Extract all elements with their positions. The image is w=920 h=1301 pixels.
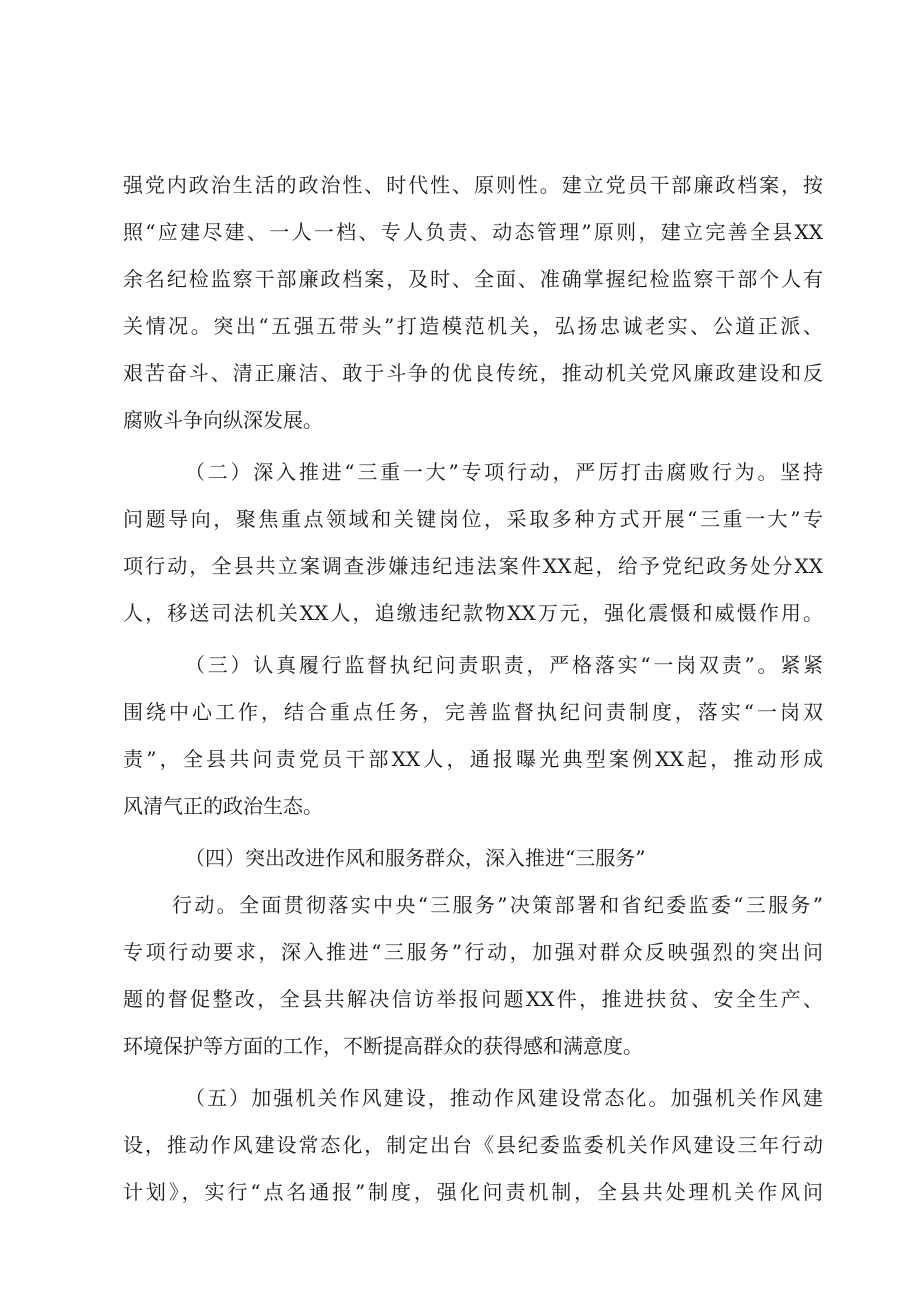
paragraph-3-heading-line: （三）认真履行监督执纪问责职责，严格落实“一岗双责”。紧紧 — [185, 653, 823, 677]
paragraph-3-line-3: 责”，全县共问责党员干部XX人，通报曝光典型案例XX起，推动形成 — [123, 747, 823, 771]
paragraph-1-line-2: 照“应建尽建、一人一档、专人负责、动态管理”原则，建立完善全县XX — [123, 220, 823, 244]
paragraph-4-line-2: 行动。全面贯彻落实中央“三服务”决策部署和省纪委监委“三服务” — [172, 893, 823, 917]
paragraph-1-line-6: 腐败斗争向纵深发展。 — [123, 408, 323, 432]
paragraph-1-line-1: 强党内政治生活的政治性、时代性、原则性。建立党员干部廉政档案，按 — [123, 173, 823, 197]
paragraph-4-line-3: 专项行动要求，深入推进“三服务”行动，加强对群众反映强烈的突出问 — [123, 940, 823, 964]
paragraph-4-heading-line: （四）突出改进作风和服务群众，深入推进“三服务” — [185, 846, 646, 870]
paragraph-1-line-4: 关情况。突出“五强五带头”打造模范机关，弘扬忠诚老实、公道正派、 — [123, 314, 823, 338]
paragraph-2-heading-line: （二）深入推进“三重一大”专项行动，严厉打击腐败行为。坚持 — [185, 460, 823, 484]
paragraph-1-line-3: 余名纪检监察干部廉政档案，及时、全面、准确掌握纪检监察干部个人有 — [123, 267, 823, 291]
paragraph-5-line-3: 计划》，实行“点名通报”制度，强化问责机制，全县共处理机关作风问 — [123, 1180, 823, 1204]
paragraph-3-line-4: 风清气正的政治生态。 — [123, 794, 323, 818]
paragraph-4-line-4: 题的督促整改，全县共解决信访举报问题XX件，推进扶贫、安全生产、 — [123, 987, 823, 1011]
paragraph-1-line-5: 艰苦奋斗、清正廉洁、敢于斗争的优良传统，推动机关党风廉政建设和反 — [123, 361, 823, 385]
paragraph-2-line-3: 项行动，全县共立案调查涉嫌违纪违法案件XX起，给予党纪政务处分XX — [123, 554, 823, 578]
paragraph-2-line-2: 问题导向，聚焦重点领域和关键岗位，采取多种方式开展“三重一大”专 — [123, 507, 823, 531]
paragraph-3-line-2: 围绕中心工作，结合重点任务，完善监督执纪问责制度，落实“一岗双 — [123, 700, 823, 724]
paragraph-5-heading-line: （五）加强机关作风建设，推动作风建设常态化。加强机关作风建 — [185, 1086, 823, 1110]
paragraph-2-line-4: 人，移送司法机关XX人，追缴违纪款物XX万元，强化震慑和威慑作用。 — [123, 601, 823, 625]
paragraph-4-line-5: 环境保护等方面的工作，不断提高群众的获得感和满意度。 — [123, 1034, 643, 1058]
paragraph-5-line-2: 设，推动作风建设常态化，制定出台《县纪委监委机关作风建设三年行动 — [123, 1133, 823, 1157]
